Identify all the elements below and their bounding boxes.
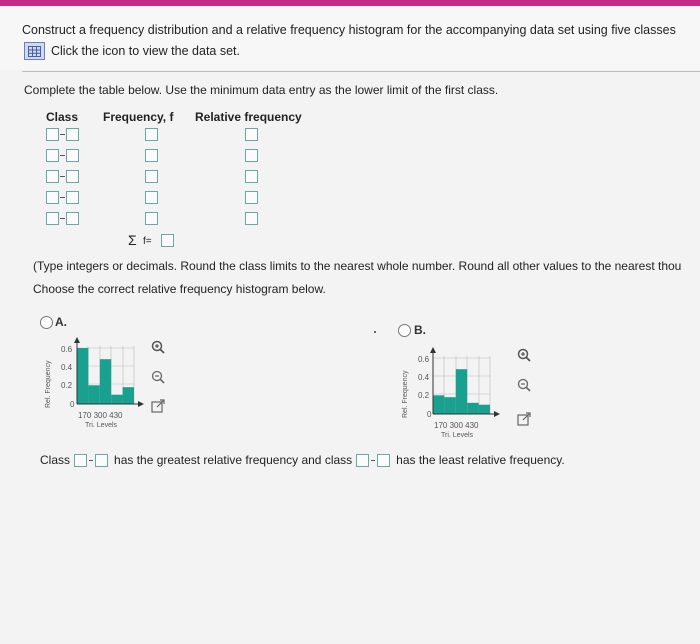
option-a-label[interactable]: A. [55,315,67,329]
question-text: Construct a frequency distribution and a relative frequency histogram for the accompanying data set using five classes [22,23,676,37]
sentence-prefix: Class [40,453,71,467]
class-dash [371,460,375,461]
class-lower-input[interactable] [46,149,59,162]
frequency-input[interactable] [145,191,158,204]
sum-label: f= [143,236,152,247]
relative-frequency-input[interactable] [245,191,258,204]
zoom-in-icon[interactable] [151,340,165,354]
class-upper-input[interactable] [66,170,79,183]
class-upper-input[interactable] [66,212,79,225]
option-a-radio[interactable] [40,316,53,329]
frequency-header: Frequency, f [103,110,174,124]
relative-frequency-header: Relative frequency [195,110,302,124]
frequency-input[interactable] [145,149,158,162]
instruction-text: Complete the table below. Use the minimum data entry as the lower limit of the first class. [24,83,499,97]
zoom-out-icon[interactable] [151,370,165,384]
divider [22,71,700,72]
relative-frequency-input[interactable] [245,128,258,141]
class-dash [60,176,65,177]
sigma-symbol: Σ [128,232,137,248]
greatest-class-upper-input[interactable] [95,454,108,467]
option-b-label[interactable]: B. [414,323,426,337]
histogram-bar [123,387,134,404]
frequency-input[interactable] [145,128,158,141]
class-upper-input[interactable] [66,128,79,141]
question-header [0,6,700,70]
class-dash [89,460,93,461]
sentence-middle: has the greatest relative frequency and class [114,453,353,467]
class-upper-input[interactable] [66,191,79,204]
frequency-input[interactable] [145,212,158,225]
class-dash [60,134,65,135]
class-lower-input[interactable] [46,212,59,225]
class-lower-input[interactable] [46,191,59,204]
expand-icon[interactable] [517,412,531,426]
sentence-suffix: has the least relative frequency. [396,453,565,467]
greatest-class-lower-input[interactable] [74,454,87,467]
histogram-bar [100,359,111,404]
class-dash [60,155,65,156]
relative-frequency-input[interactable] [245,212,258,225]
data-set-link-text[interactable]: Click the icon to view the data set. [51,44,240,58]
sum-frequency-input[interactable] [161,234,174,247]
ytick: 0.2 [61,381,73,390]
class-upper-input[interactable] [66,149,79,162]
data-table-icon[interactable] [24,42,45,60]
class-lower-input[interactable] [46,170,59,183]
least-class-lower-input[interactable] [356,454,369,467]
y-axis-label: Rel. Frequency [402,370,409,418]
ytick: 0 [70,400,75,409]
histogram-bar [479,405,490,414]
relative-frequency-input[interactable] [245,149,258,162]
ytick: 0 [427,410,432,419]
histogram-bar [444,397,455,414]
choose-instruction: Choose the correct relative frequency histogram below. [33,282,326,296]
class-header: Class [46,110,79,124]
histogram-bar [111,395,122,404]
class-lower-input[interactable] [46,128,59,141]
answer-sentence [40,453,565,467]
option-b-radio[interactable] [398,324,411,337]
data-set-link[interactable] [24,42,240,60]
histogram-bar [467,403,478,414]
histogram-bar [433,395,444,414]
relative-frequency-input[interactable] [245,170,258,183]
x-ticks: 170 300 430 [78,411,123,420]
expand-icon[interactable] [151,399,165,413]
frequency-input[interactable] [145,170,158,183]
ytick: 0.4 [418,373,430,382]
histogram-a [40,336,160,432]
least-class-upper-input[interactable] [377,454,390,467]
zoom-out-icon[interactable] [517,378,531,392]
zoom-in-icon[interactable] [517,348,531,362]
histogram-b [396,346,516,442]
histogram-bar [456,369,467,414]
class-dash [60,218,65,219]
ytick: 0.4 [61,363,73,372]
ytick: 0.2 [418,391,430,400]
x-axis-label: Tri. Levels [441,432,474,439]
separator-dot [374,331,376,333]
histogram-bar [88,385,99,404]
ytick: 0.6 [61,345,73,354]
ytick: 0.6 [418,355,430,364]
rounding-note: (Type integers or decimals. Round the class limits to the nearest whole number. Round all other values to the nearest thou [33,259,682,273]
histogram-bar [77,348,88,404]
class-dash [60,197,65,198]
y-axis-label: Rel. Frequency [45,360,52,408]
x-ticks: 170 300 430 [434,421,479,430]
x-axis-label: Tri. Levels [85,422,118,429]
bars-a [77,348,134,404]
